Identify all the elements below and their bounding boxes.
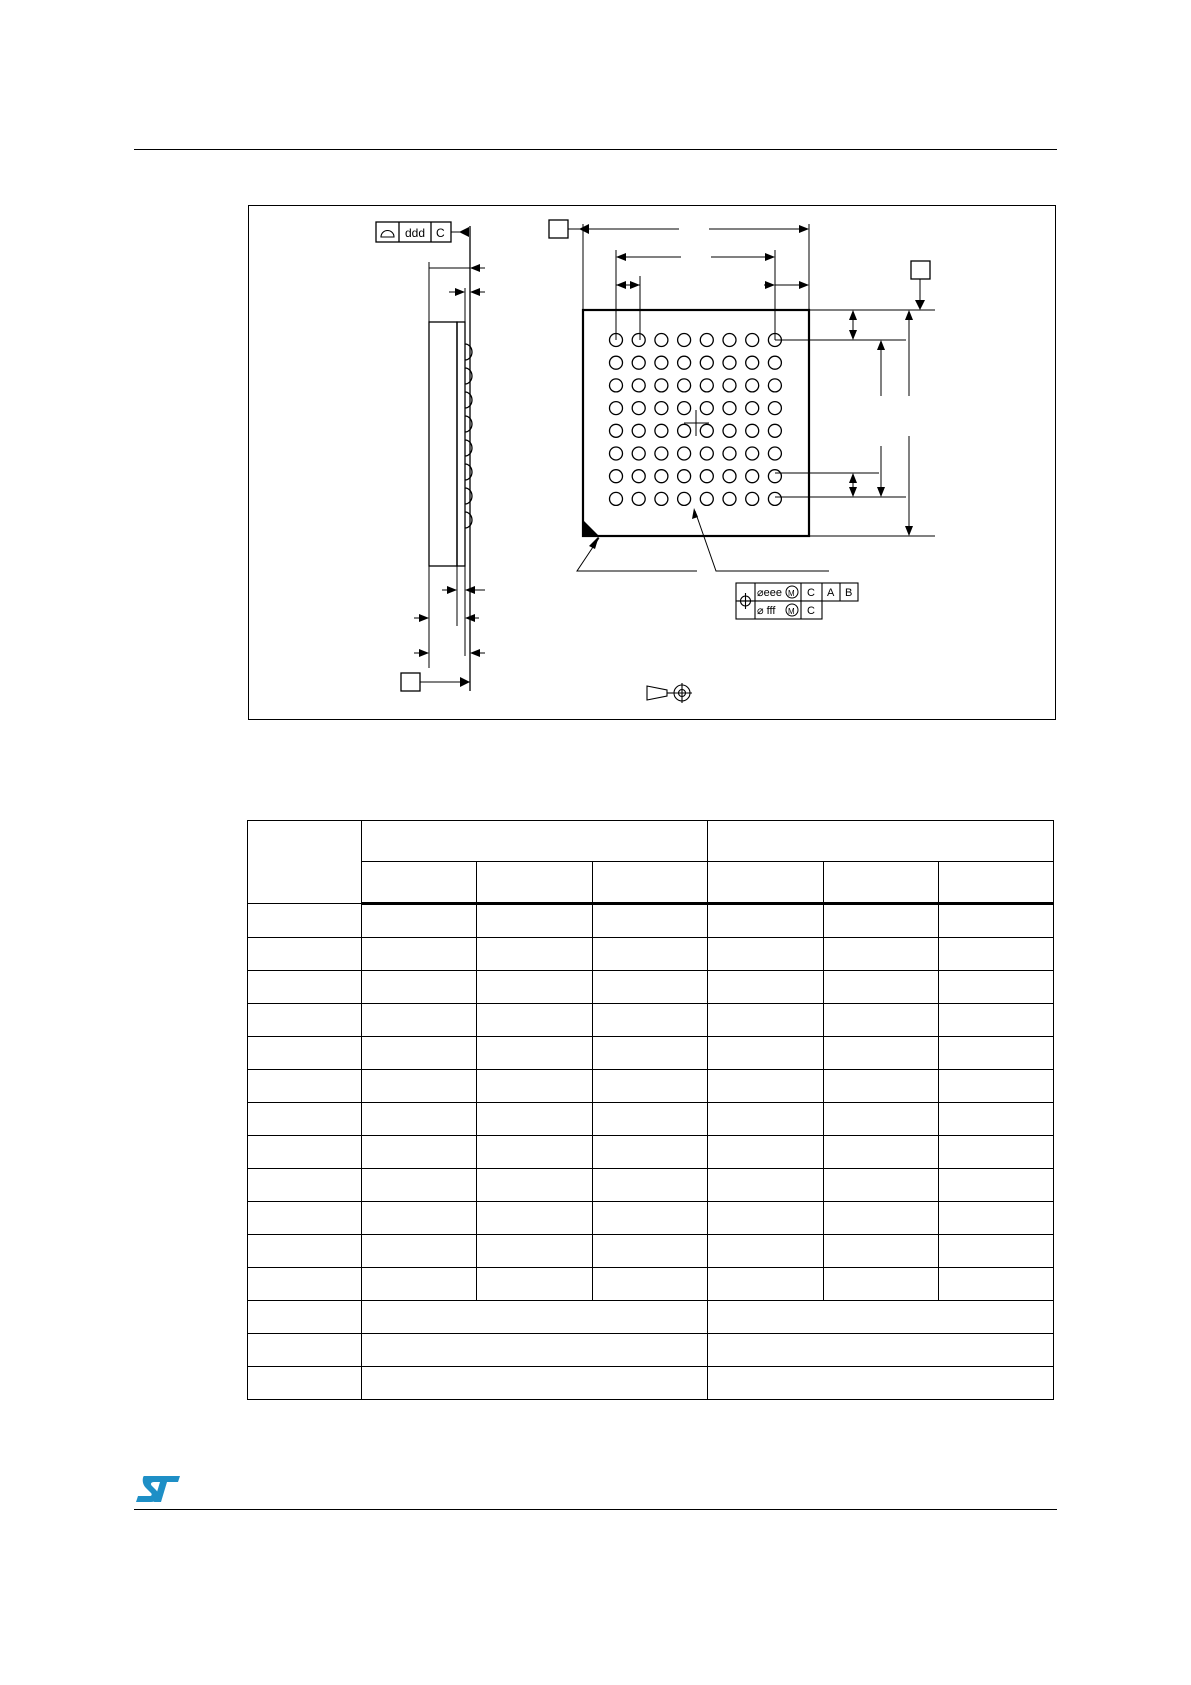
table-cell <box>708 1202 824 1235</box>
solder-ball <box>746 402 759 415</box>
table-cell <box>362 904 477 938</box>
solder-ball <box>746 334 759 347</box>
solder-ball <box>768 356 781 369</box>
table-cell <box>708 1169 824 1202</box>
table-row <box>248 1268 1054 1301</box>
table-cell <box>939 904 1054 938</box>
header-min <box>708 862 824 904</box>
table-cell <box>362 971 477 1004</box>
solder-ball <box>632 492 645 505</box>
package-outline-drawing <box>248 205 1056 720</box>
solder-ball <box>655 470 668 483</box>
solder-ball <box>678 334 691 347</box>
table-cell <box>824 1268 939 1301</box>
table-cell <box>248 938 362 971</box>
solder-ball <box>768 424 781 437</box>
solder-ball <box>632 356 645 369</box>
table-cell <box>248 1136 362 1169</box>
solder-ball <box>610 356 623 369</box>
solder-ball <box>723 447 736 460</box>
table-cell <box>939 1004 1054 1037</box>
table-cell <box>248 1334 362 1367</box>
table-cell <box>708 1004 824 1037</box>
solder-ball <box>632 470 645 483</box>
solder-ball <box>678 492 691 505</box>
package-dimensions-table <box>247 820 1054 1400</box>
table-row <box>248 1334 1054 1367</box>
table-cell <box>824 1169 939 1202</box>
table-cell <box>824 1004 939 1037</box>
solder-ball <box>700 334 713 347</box>
table-cell <box>593 1202 708 1235</box>
solder-ball <box>746 470 759 483</box>
solder-ball <box>632 447 645 460</box>
st-logo-icon <box>134 1474 184 1504</box>
solder-ball <box>610 447 623 460</box>
table-cell <box>708 1367 1054 1400</box>
solder-ball <box>678 379 691 392</box>
table-cell <box>939 1202 1054 1235</box>
table-cell <box>362 1136 477 1169</box>
table-cell <box>362 1202 477 1235</box>
solder-ball <box>678 356 691 369</box>
position-tolerance-frame <box>736 583 858 619</box>
table-cell <box>824 1103 939 1136</box>
table-row <box>248 1037 1054 1070</box>
position-datum-2: A <box>827 587 835 599</box>
header-typ <box>824 862 939 904</box>
solder-ball <box>632 424 645 437</box>
table-cell <box>248 1004 362 1037</box>
table-row <box>248 1004 1054 1037</box>
solder-ball <box>700 356 713 369</box>
table-cell <box>248 1070 362 1103</box>
solder-ball <box>610 470 623 483</box>
table-cell <box>248 1202 362 1235</box>
solder-ball <box>655 402 668 415</box>
table-cell <box>593 1169 708 1202</box>
table-cell <box>939 938 1054 971</box>
table-row <box>248 971 1054 1004</box>
table-cell <box>593 1037 708 1070</box>
table-cell <box>824 904 939 938</box>
table-row <box>248 1169 1054 1202</box>
header-max <box>939 862 1054 904</box>
table-cell <box>477 1202 593 1235</box>
datum-b-box <box>911 261 930 279</box>
flatness-value: ddd <box>405 226 426 240</box>
table-cell <box>248 1268 362 1301</box>
table-cell <box>477 904 593 938</box>
solder-ball <box>655 379 668 392</box>
table-cell <box>939 1169 1054 1202</box>
position-datum-1: C <box>807 587 815 599</box>
table-cell <box>248 1301 362 1334</box>
solder-ball <box>700 379 713 392</box>
position-modifier-1: M <box>788 589 795 598</box>
table-cell <box>824 1070 939 1103</box>
position-datum-4: C <box>807 605 815 617</box>
table-cell <box>593 1235 708 1268</box>
table-row <box>248 1235 1054 1268</box>
solder-ball <box>723 334 736 347</box>
table-cell <box>248 1037 362 1070</box>
table-cell <box>708 1136 824 1169</box>
table-cell <box>593 1103 708 1136</box>
header-max <box>593 862 708 904</box>
table-header-row-1 <box>248 821 1054 862</box>
table-cell <box>708 1268 824 1301</box>
ball-view <box>549 220 935 703</box>
solder-ball <box>678 470 691 483</box>
solder-ball <box>700 424 713 437</box>
table-cell <box>939 1268 1054 1301</box>
first-angle-projection-icon <box>647 683 692 703</box>
table-row <box>248 1070 1054 1103</box>
table-cell <box>362 938 477 971</box>
table-cell <box>708 938 824 971</box>
table-cell <box>824 1202 939 1235</box>
table-cell <box>477 1169 593 1202</box>
table-cell <box>477 1037 593 1070</box>
footer-rule <box>134 1509 1057 1510</box>
solder-ball <box>746 356 759 369</box>
solder-ball <box>678 447 691 460</box>
table-cell <box>593 1268 708 1301</box>
solder-ball <box>678 402 691 415</box>
table-cell <box>248 904 362 938</box>
flatness-datum: C <box>436 226 445 240</box>
table-cell <box>708 1235 824 1268</box>
solder-ball <box>655 424 668 437</box>
table-cell <box>824 1136 939 1169</box>
table-cell <box>362 1268 477 1301</box>
table-cell <box>477 1235 593 1268</box>
solder-ball <box>768 447 781 460</box>
solder-ball <box>746 379 759 392</box>
table-cell <box>708 904 824 938</box>
table-row <box>248 1301 1054 1334</box>
table-cell <box>248 1103 362 1136</box>
solder-ball <box>632 402 645 415</box>
table-body <box>248 821 1054 1400</box>
side-view-balls <box>465 344 472 528</box>
table-row <box>248 1103 1054 1136</box>
solder-ball <box>678 424 691 437</box>
table-row <box>248 1136 1054 1169</box>
header-inches-group <box>708 821 1054 862</box>
table-cell <box>939 1103 1054 1136</box>
solder-ball <box>746 424 759 437</box>
solder-ball <box>610 402 623 415</box>
table-cell <box>939 1136 1054 1169</box>
table-cell <box>362 1301 708 1334</box>
table-cell <box>939 1235 1054 1268</box>
table-cell <box>248 1367 362 1400</box>
solder-ball <box>655 334 668 347</box>
solder-ball <box>768 492 781 505</box>
table-cell <box>708 1301 1054 1334</box>
datum-a-box <box>549 220 568 238</box>
table-cell <box>708 1334 1054 1367</box>
header-min <box>362 862 477 904</box>
table-row <box>248 938 1054 971</box>
header-symbol-cell <box>248 821 362 904</box>
table-cell <box>708 1037 824 1070</box>
table-cell <box>708 971 824 1004</box>
solder-ball <box>723 492 736 505</box>
position-tolerance-value-2: ⌀ fff <box>757 605 776 617</box>
solder-ball <box>746 492 759 505</box>
table-cell <box>477 1004 593 1037</box>
table-cell <box>362 1334 708 1367</box>
table-cell <box>362 1037 477 1070</box>
datum-c-box <box>401 673 420 691</box>
solder-ball <box>655 492 668 505</box>
table-cell <box>824 938 939 971</box>
table-cell <box>939 1070 1054 1103</box>
table-cell <box>248 1169 362 1202</box>
ball-grid <box>610 334 782 506</box>
solder-ball <box>700 492 713 505</box>
table-cell <box>477 1136 593 1169</box>
header-typ <box>477 862 593 904</box>
table-cell <box>939 1037 1054 1070</box>
solder-ball <box>632 379 645 392</box>
table-cell <box>593 1136 708 1169</box>
side-view <box>376 222 485 691</box>
solder-ball <box>610 492 623 505</box>
solder-ball <box>723 402 736 415</box>
table-cell <box>477 1268 593 1301</box>
solder-ball <box>610 379 623 392</box>
package-drawing-svg <box>249 206 1057 721</box>
table-cell <box>362 1103 477 1136</box>
solder-ball <box>723 470 736 483</box>
table-cell <box>824 1037 939 1070</box>
table-row <box>248 904 1054 938</box>
table-cell <box>824 1235 939 1268</box>
table-cell <box>593 1004 708 1037</box>
table-cell <box>824 971 939 1004</box>
solder-ball <box>632 334 645 347</box>
solder-ball <box>768 402 781 415</box>
solder-ball <box>700 447 713 460</box>
table-cell <box>593 971 708 1004</box>
header-rule <box>134 149 1057 150</box>
solder-ball <box>700 402 713 415</box>
solder-ball <box>746 447 759 460</box>
table-cell <box>362 1367 708 1400</box>
table-cell <box>593 1070 708 1103</box>
position-tolerance-value-1: ⌀eee <box>757 587 782 599</box>
table-cell <box>477 971 593 1004</box>
table-cell <box>939 971 1054 1004</box>
table-row <box>248 1367 1054 1400</box>
table-cell <box>248 971 362 1004</box>
position-modifier-2: M <box>788 607 795 616</box>
solder-ball <box>768 470 781 483</box>
solder-ball <box>723 424 736 437</box>
solder-ball <box>723 379 736 392</box>
position-datum-3: B <box>845 587 853 599</box>
table-cell <box>593 904 708 938</box>
solder-ball <box>655 356 668 369</box>
table-cell <box>362 1235 477 1268</box>
table-cell <box>362 1070 477 1103</box>
table-cell <box>477 1070 593 1103</box>
table-cell <box>708 1070 824 1103</box>
table-cell <box>708 1103 824 1136</box>
solder-ball <box>768 379 781 392</box>
pin-a1-corner-mark <box>583 520 599 536</box>
table-cell <box>477 938 593 971</box>
header-mm-group <box>362 821 708 862</box>
solder-ball <box>655 447 668 460</box>
solder-ball <box>610 424 623 437</box>
table-cell <box>593 938 708 971</box>
table-cell <box>248 1235 362 1268</box>
solder-ball <box>700 470 713 483</box>
solder-ball <box>723 356 736 369</box>
table-cell <box>477 1103 593 1136</box>
table-header-row-2 <box>248 862 1054 904</box>
table-row <box>248 1202 1054 1235</box>
table-cell <box>362 1169 477 1202</box>
table-cell <box>362 1004 477 1037</box>
